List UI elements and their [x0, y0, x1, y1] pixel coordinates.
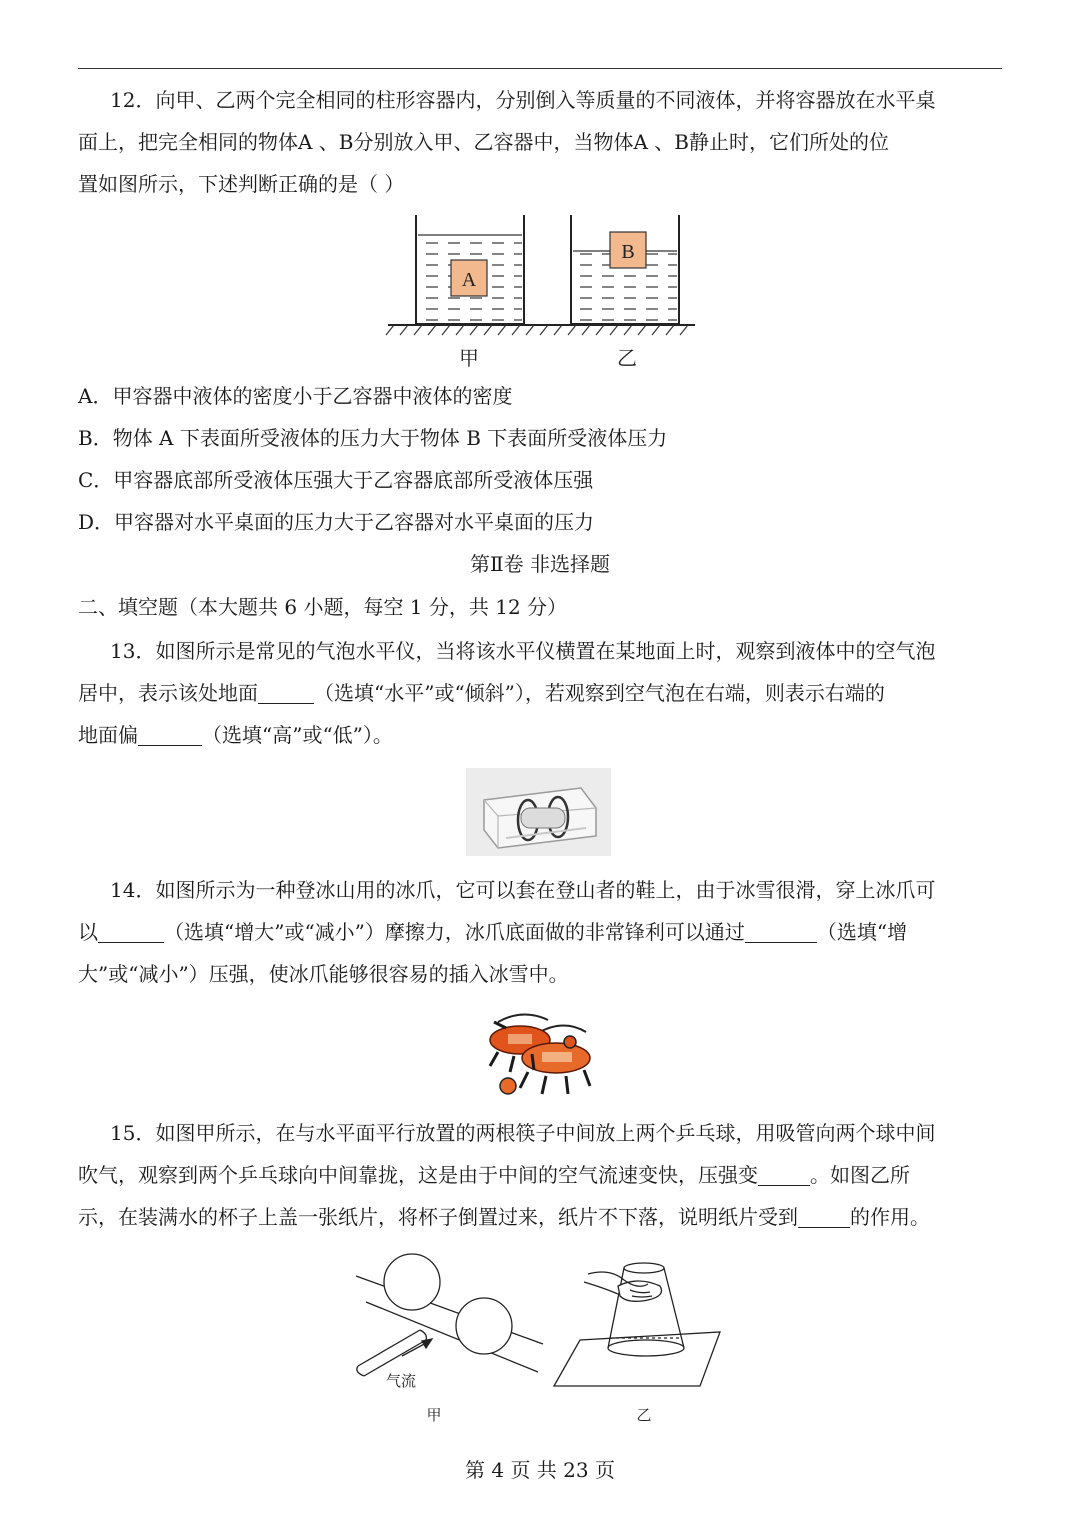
answer-blank[interactable] — [758, 1163, 810, 1186]
q15-text-2a: 吹气，观察到两个乒乓球向中间靠拢，这是由于中间的空气流速变快，压强变 — [78, 1163, 758, 1187]
answer-blank[interactable] — [138, 723, 202, 746]
section-2-heading: 二、填空题（本大题共 6 小题，每空 1 分，共 12 分） — [78, 595, 568, 619]
q15-text-3a: 示，在装满水的杯子上盖一张纸片，将杯子倒置过来，纸片不下落，说明纸片受到 — [78, 1205, 798, 1229]
q15-line-2 — [78, 1154, 1034, 1196]
question-12-stem — [78, 79, 1034, 205]
q13-text-2a: 居中，表示该处地面 — [78, 681, 258, 705]
part-2-title: 第Ⅱ卷 非选择题 — [470, 552, 610, 576]
q12-options — [78, 375, 1002, 543]
q12-containers-figure — [380, 205, 700, 380]
q15-text-3b: 的作用。 — [850, 1205, 930, 1229]
ground-hatch — [386, 325, 688, 335]
question-14 — [78, 869, 1034, 995]
q13-line-3 — [78, 714, 1034, 756]
label-yi: 乙 — [617, 346, 637, 370]
answer-blank[interactable] — [258, 681, 314, 704]
q13-line-2 — [78, 672, 1034, 714]
crampon-image — [478, 1000, 596, 1105]
label-yi-2: 乙 — [636, 1406, 652, 1424]
q15-line-3 — [78, 1196, 1034, 1238]
option-d: D．甲容器对水平桌面的压力大于乙容器对水平桌面的压力 — [78, 510, 595, 534]
inverted-cup-figure — [554, 1263, 720, 1386]
answer-blank[interactable] — [98, 920, 164, 943]
question-15 — [78, 1112, 1034, 1238]
q14-text-2c: （选填“增 — [816, 920, 908, 944]
option-a: A．甲容器中液体的密度小于乙容器中液体的密度 — [78, 384, 513, 408]
airflow-label: 气流 — [386, 1372, 417, 1390]
q13-text-3a: 地面偏 — [78, 723, 138, 747]
label-jia: 甲 — [459, 346, 479, 370]
q12-line-2: 面上，把完全相同的物体A 、B分别放入甲、乙容器中，当物体A 、B静止时，它们所处的位 — [78, 130, 889, 154]
q14-text-2a: 以 — [78, 920, 98, 944]
block-b-label: B — [621, 241, 635, 263]
header-rule — [78, 68, 1002, 69]
option-c: C．甲容器底部所受液体压强大于乙容器底部所受液体压强 — [78, 468, 594, 492]
bubble-level-image — [466, 768, 611, 856]
block-a-label: A — [461, 269, 477, 291]
page-footer: 第 4 页 共 23 页 — [465, 1458, 615, 1482]
q13-text-2b: （选填“水平”或“倾斜”），若观察到空气泡在右端，则表示右端的 — [314, 681, 885, 705]
q14-line-2 — [78, 911, 1034, 953]
question-13 — [78, 630, 1034, 756]
container-yi — [571, 215, 679, 324]
q15-text-2b: 。如图乙所 — [810, 1163, 910, 1187]
q12-line-3: 置如图所示，下述判断正确的是（ ） — [78, 172, 405, 196]
q15-figure — [348, 1238, 738, 1428]
q14-text-2b: （选填“增大”或“减小”）摩擦力，冰爪底面做的非常锋利可以通过 — [164, 920, 745, 944]
chopsticks-figure — [356, 1254, 543, 1376]
label-jia-2: 甲 — [426, 1406, 442, 1424]
q14-line-3: 大”或“减小”）压强，使冰爪能够很容易的插入冰雪中。 — [78, 962, 569, 986]
q14-line-1: 14．如图所示为一种登冰山用的冰爪，它可以套在登山者的鞋上，由于冰雪很滑，穿上冰爪可 — [110, 878, 936, 902]
q13-line-1: 13．如图所示是常见的气泡水平仪，当将该水平仪横置在某地面上时，观察到液体中的空气泡 — [110, 639, 936, 663]
answer-blank[interactable] — [745, 920, 817, 943]
answer-blank[interactable] — [798, 1205, 850, 1228]
q12-line-1: 12．向甲、乙两个完全相同的柱形容器内，分别倒入等质量的不同液体，并将容器放在水平桌 — [110, 88, 936, 112]
option-b: B．物体 A 下表面所受液体的压力大于物体 B 下表面所受液体压力 — [78, 426, 668, 450]
q15-line-1: 15．如图甲所示，在与水平面平行放置的两根筷子中间放上两个乒乓球，用吸管向两个球中间 — [110, 1121, 936, 1145]
q13-text-3b: （选填“高”或“低”）。 — [202, 723, 393, 747]
